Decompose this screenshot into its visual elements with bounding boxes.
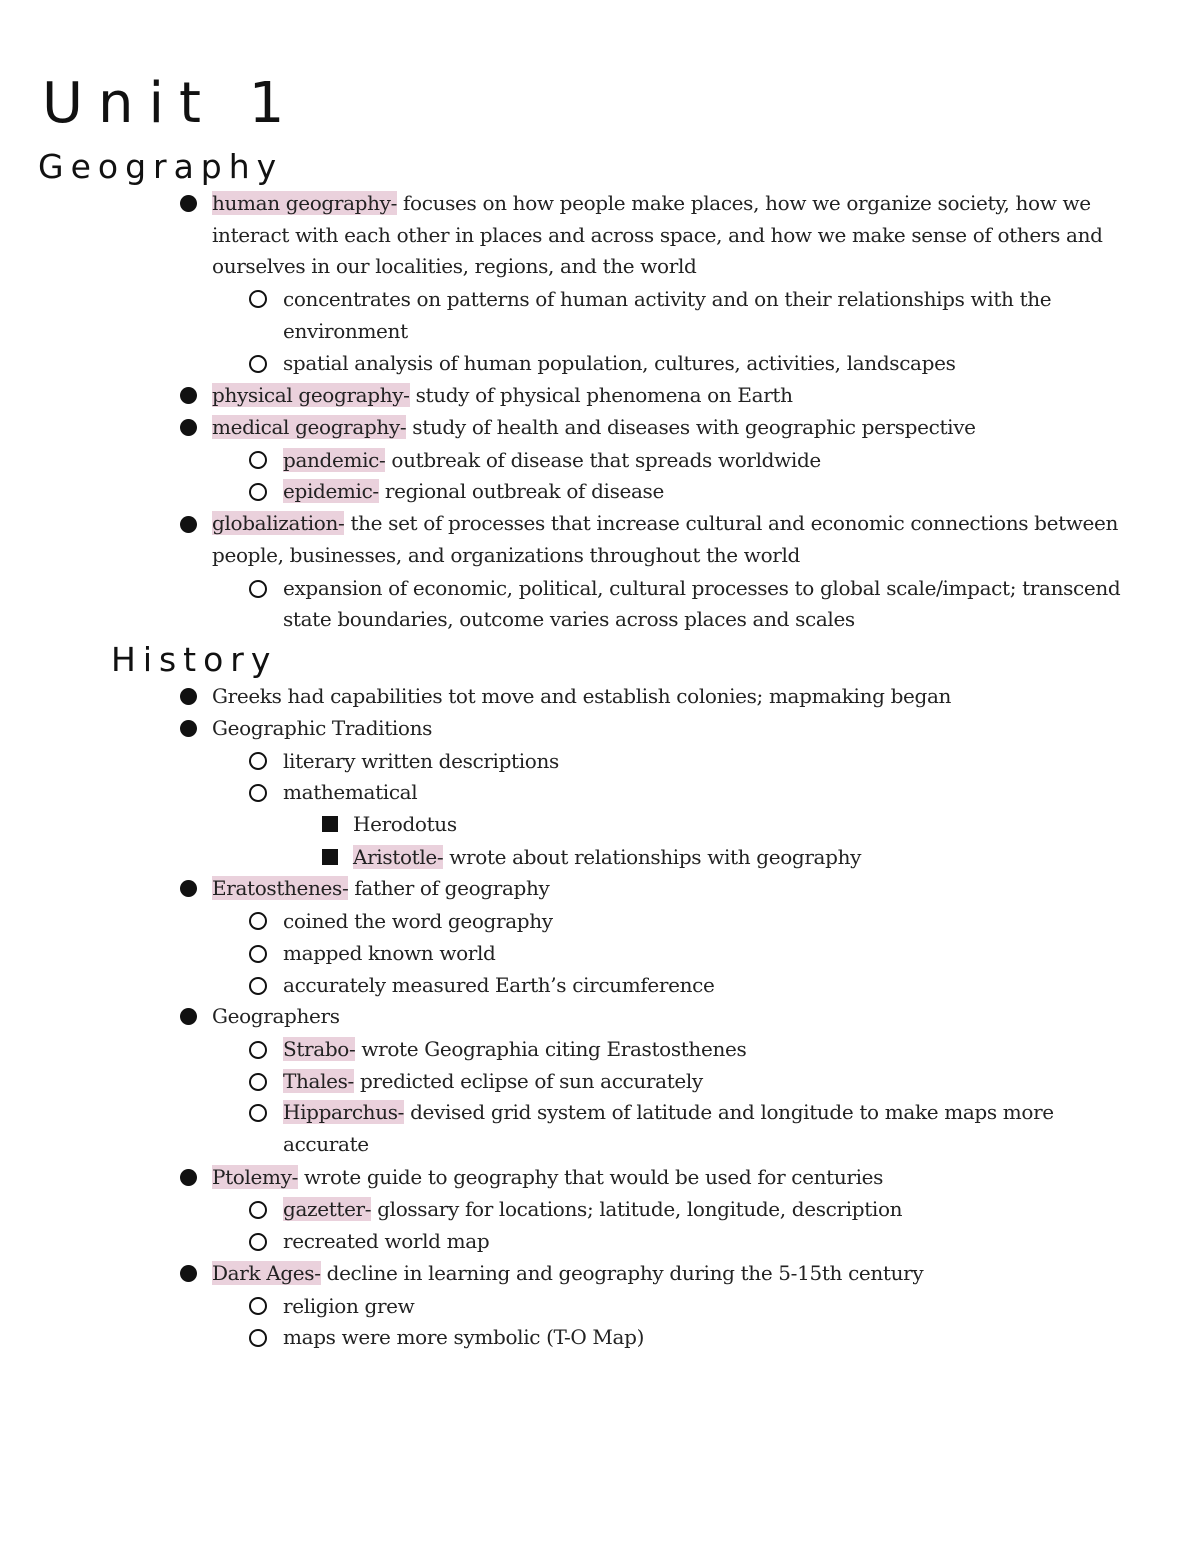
section-heading-history: History xyxy=(111,640,278,679)
hollow-bullet-icon xyxy=(249,1201,267,1219)
list-item-thales xyxy=(283,1065,703,1097)
square-bullet-icon xyxy=(322,816,338,832)
continuation-line: environment xyxy=(283,319,408,343)
list-item-strabo xyxy=(283,1033,746,1065)
term-highlight: epidemic- xyxy=(283,479,379,503)
continuation-line: people, businesses, and organizations throughout the world xyxy=(212,543,800,567)
term-highlight: Hipparchus- xyxy=(283,1100,405,1124)
hollow-bullet-icon xyxy=(249,451,267,469)
list-item-hipparchus xyxy=(283,1096,1054,1128)
term-highlight: Dark Ages- xyxy=(212,1261,321,1285)
list-item: spatial analysis of human population, cultures, activities, landscapes xyxy=(283,351,956,375)
definition-text: decline in learning and geography during the 5-15th century xyxy=(320,1261,924,1285)
term-highlight: Eratosthenes- xyxy=(212,876,349,900)
list-item-physical-geography xyxy=(212,379,793,411)
hollow-bullet-icon xyxy=(249,1041,267,1059)
hollow-bullet-icon xyxy=(249,1073,267,1091)
list-item: coined the word geography xyxy=(283,909,553,933)
list-item-aristotle xyxy=(353,841,861,873)
term-highlight: gazetter- xyxy=(283,1197,372,1221)
list-item-ptolemy xyxy=(212,1161,883,1193)
term-highlight: Ptolemy- xyxy=(212,1165,298,1189)
term-highlight: Thales- xyxy=(283,1069,354,1093)
term-highlight: medical geography- xyxy=(212,415,407,439)
hollow-bullet-icon xyxy=(249,912,267,930)
term-highlight: physical geography- xyxy=(212,383,410,407)
definition-text: glossary for locations; latitude, longitude, description xyxy=(371,1197,903,1221)
list-item: maps were more symbolic (T-O Map) xyxy=(283,1325,645,1349)
hollow-bullet-icon xyxy=(249,580,267,598)
hollow-bullet-icon xyxy=(249,945,267,963)
hollow-bullet-icon xyxy=(249,1297,267,1315)
list-item-globalization xyxy=(212,507,1118,539)
definition-text: wrote about relationships with geography xyxy=(443,845,862,869)
term-highlight: pandemic- xyxy=(283,448,386,472)
list-item: expansion of economic, political, cultural processes to global scale/impact; transcend xyxy=(283,576,1121,600)
definition-text: wrote Geographia citing Erastosthenes xyxy=(355,1037,747,1061)
hollow-bullet-icon xyxy=(249,355,267,373)
filled-bullet-icon xyxy=(180,419,197,436)
list-item-epidemic xyxy=(283,475,664,507)
continuation-line: interact with each other in places and across space, and how we make sense of others and xyxy=(212,223,1103,247)
filled-bullet-icon xyxy=(180,1008,197,1025)
filled-bullet-icon xyxy=(180,1169,197,1186)
list-item-dark-ages xyxy=(212,1257,923,1289)
definition-text: regional outbreak of disease xyxy=(378,479,664,503)
list-item: Herodotus xyxy=(353,812,457,836)
hollow-bullet-icon xyxy=(249,977,267,995)
term-highlight: globalization- xyxy=(212,511,345,535)
list-item-geographic-traditions: Geographic Traditions xyxy=(212,716,433,740)
list-item: recreated world map xyxy=(283,1229,490,1253)
hollow-bullet-icon xyxy=(249,483,267,501)
term-highlight: Aristotle- xyxy=(353,845,444,869)
filled-bullet-icon xyxy=(180,688,197,705)
definition-text: father of geography xyxy=(348,876,550,900)
definition-text: study of health and diseases with geographic perspective xyxy=(406,415,976,439)
definition-text: predicted eclipse of sun accurately xyxy=(353,1069,703,1093)
continuation-line: ourselves in our localities, regions, and the world xyxy=(212,254,697,278)
hollow-bullet-icon xyxy=(249,290,267,308)
continuation-line: state boundaries, outcome varies across places and scales xyxy=(283,607,855,631)
term-highlight: human geography- xyxy=(212,191,397,215)
list-item-geographers: Geographers xyxy=(212,1004,340,1028)
filled-bullet-icon xyxy=(180,1265,197,1282)
hollow-bullet-icon xyxy=(249,784,267,802)
filled-bullet-icon xyxy=(180,880,197,897)
list-item: religion grew xyxy=(283,1294,415,1318)
list-item: mathematical xyxy=(283,780,418,804)
list-item: literary written descriptions xyxy=(283,749,559,773)
list-item-greeks: Greeks had capabilities tot move and establish colonies; mapmaking began xyxy=(212,684,952,708)
filled-bullet-icon xyxy=(180,387,197,404)
hollow-bullet-icon xyxy=(249,752,267,770)
list-item-pandemic xyxy=(283,444,821,476)
hollow-bullet-icon xyxy=(249,1233,267,1251)
filled-bullet-icon xyxy=(180,720,197,737)
list-item: mapped known world xyxy=(283,941,496,965)
list-item: accurately measured Earth’s circumference xyxy=(283,973,715,997)
term-highlight: Strabo- xyxy=(283,1037,356,1061)
definition-text: focuses on how people make places, how we organize society, how we xyxy=(397,191,1091,215)
list-item: concentrates on patterns of human activity and on their relationships with the xyxy=(283,287,1052,311)
square-bullet-icon xyxy=(322,849,338,865)
page-title: Unit 1 xyxy=(42,71,300,136)
hollow-bullet-icon xyxy=(249,1104,267,1122)
section-heading-geography: Geography xyxy=(38,147,284,186)
filled-bullet-icon xyxy=(180,195,197,212)
definition-text: wrote guide to geography that would be used for centuries xyxy=(298,1165,884,1189)
list-item-gazetter xyxy=(283,1193,902,1225)
definition-text: the set of processes that increase cultural and economic connections between xyxy=(344,511,1119,535)
definition-text: study of physical phenomena on Earth xyxy=(409,383,793,407)
definition-text: outbreak of disease that spreads worldwide xyxy=(385,448,821,472)
list-item-medical-geography xyxy=(212,411,976,443)
list-item-eratosthenes xyxy=(212,872,549,904)
definition-text: devised grid system of latitude and longitude to make maps more xyxy=(404,1100,1054,1124)
hollow-bullet-icon xyxy=(249,1329,267,1347)
filled-bullet-icon xyxy=(180,516,197,533)
list-item-human-geography xyxy=(212,187,1091,219)
continuation-line: accurate xyxy=(283,1132,369,1156)
